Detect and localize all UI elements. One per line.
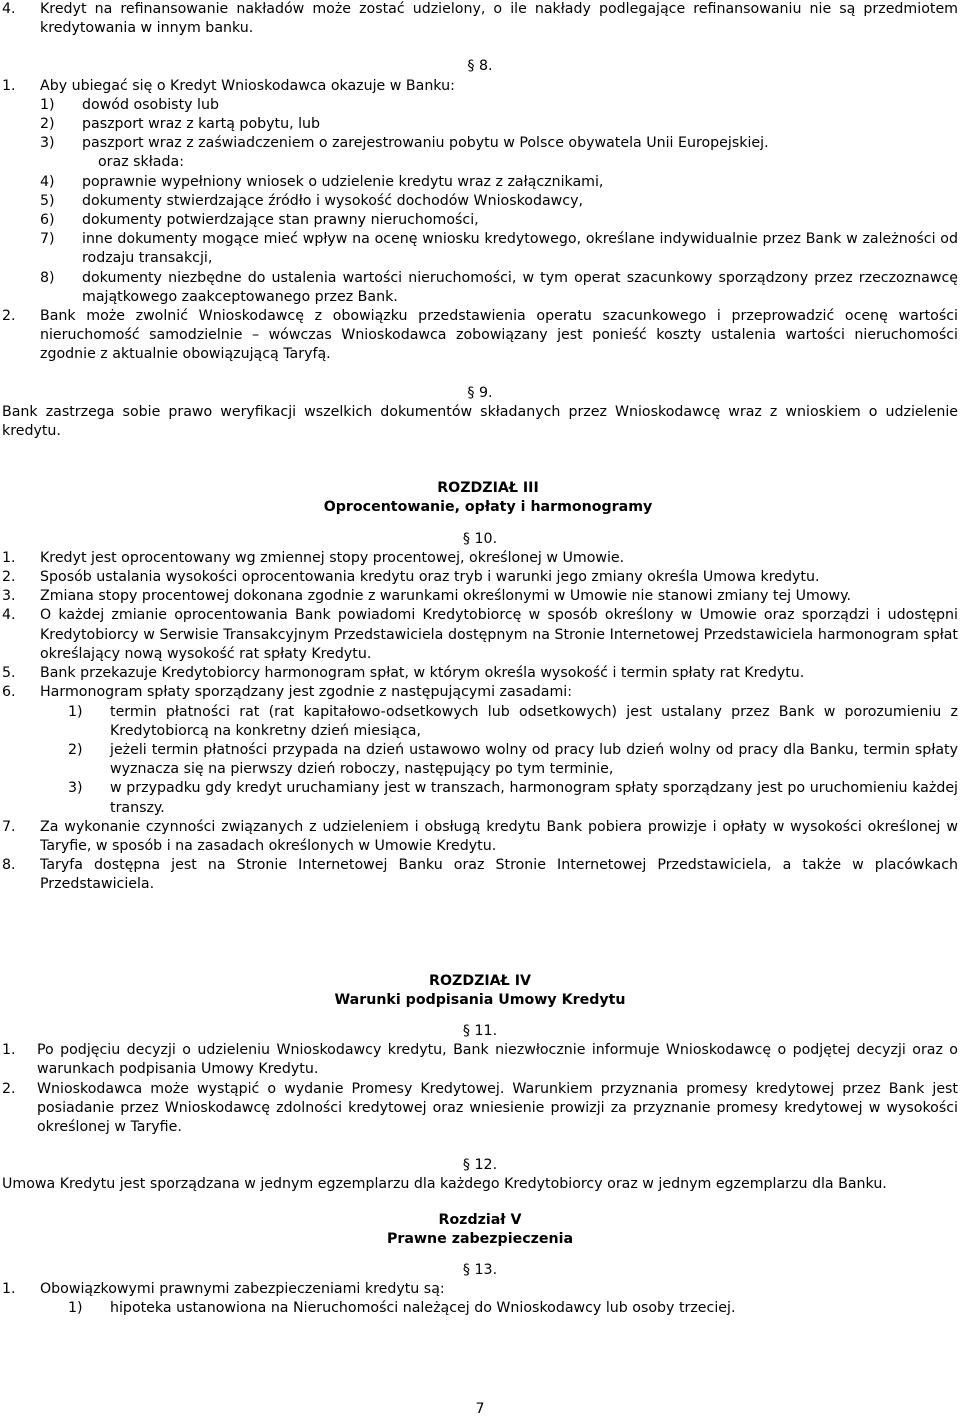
sub-list-item: 3) paszport wraz z zaświadczeniem o zarejestrowaniu pobytu w Polsce obywatela Unii Europejskiej. [40, 135, 769, 152]
list-item: 3. Zmiana stopy procentowej dokonana zgodnie z warunkami określonymi w Umowie nie stanowi zmiany tej Umowy. [2, 588, 852, 605]
sub-list-item: 6) dokumenty potwierdzające stan prawny nieruchomości, [40, 212, 479, 229]
chapter-title: Rozdział V [438, 1211, 522, 1228]
list-item [2, 307, 958, 365]
section-heading: § 9. [467, 384, 493, 401]
sub-list-item: 8) dokumenty niezbędne do ustalenia wartości nieruchomości, w tym operat szacunkowy sporządzony przez rzeczoznawcę majątkowego zaakceptowanego przez Bank. [40, 269, 958, 305]
sub-list-item: 1) dowód osobisty lub [40, 96, 219, 113]
list-item: 1. Obowiązkowymi prawnymi zabezpieczeniami kredytu są: [2, 1281, 445, 1298]
item-text: Bank może zwolnić Wnioskodawcę z obowiązku przedstawienia operatu szacunkowego i przeprowadzić ocenę wartości nieruchomość samodzielnie – wówczas Wnioskodawca zobowiązany jest ponieść koszty ustalenia wartości nieruchomości zgodnie z aktualnie obowiązującą Taryfą. [40, 308, 958, 363]
chapter-subtitle: Prawne zabezpieczenia [386, 1230, 574, 1247]
list-item: 7. Za wykonanie czynności związanych z udzieleniem i obsługą kredytu Bank pobiera prowizje i opłaty w wysokości określonej w Taryfie, w sposób i na zasadach określonych w Umowie Kredytu. [2, 818, 958, 854]
chapter-title: ROZDZIAŁ IV [429, 972, 531, 989]
page-number: 7 [475, 1401, 485, 1417]
chapter-subtitle: Oprocentowanie, opłaty i harmonogramy [323, 499, 653, 516]
item-text: Kredyt na refinansowanie nakładów może zostać udzielony, o ile nakłady podlegające refinansowaniu nie są przedmiotem kredytowania w innym banku. [40, 1, 958, 37]
list-item [2, 0, 958, 38]
list-item: 6. Harmonogram spłaty sporządzany jest zgodnie z następującymi zasadami: [2, 684, 573, 701]
item-number: 2. [2, 308, 16, 325]
section-heading: § 10. [462, 530, 498, 547]
oraz-text: oraz składa: [98, 154, 184, 171]
list-item: 1. Po podjęciu decyzji o udzieleniu Wnioskodawcy kredytu, Bank niezwłocznie informuje Wnioskodawcę o podjętej decyzji oraz o warunkach podpisania Umowy Kredytu. [2, 1042, 958, 1078]
section-heading: § 8. [467, 58, 493, 75]
sub-list-item: 7) inne dokumenty mogące mieć wpływ na ocenę wniosku kredytowego, określane indywidualnie przez Bank w zależności od rodzaju transakcji, [40, 231, 958, 267]
section-heading: § 13. [462, 1261, 498, 1278]
list-item: 2. Wnioskodawca może wystąpić o wydanie Promesy Kredytowej. Warunkiem przyznania promesy kredytowej przez Bank jest posiadanie przez Wnioskodawcę zdolności kredytowej oraz wniesienie prowizji za przyznanie promesy kredytowej w wysokości określonej w Taryfie. [2, 1080, 958, 1135]
item-number: 4. [2, 1, 16, 17]
sub-list-item: 5) dokumenty stwierdzające źródło i wysokość dochodów Wnioskodawcy, [40, 192, 583, 209]
list-item: 8. Taryfa dostępna jest na Stronie Internetowej Banku oraz Stronie Internetowej Przedstawiciela, a także w placówkach Przedstawiciela. [2, 857, 958, 893]
chapter-subtitle: Warunki podpisania Umowy Kredytu [334, 991, 626, 1008]
section-heading: § 12. [462, 1157, 498, 1174]
sub-list-item: 1) termin płatności rat (rat kapitałowo-odsetkowych lub odsetkowych) jest ustalany przez Bank w porozumieniu z Kredytobiorcą na konkretny dzień miesiąca, [68, 703, 958, 739]
sub-list-item: 1) hipoteka ustanowiona na Nieruchomości należącej do Wnioskodawcy lub osoby trzeciej. [68, 1300, 736, 1317]
list-item [2, 77, 958, 96]
chapter-title: ROZDZIAŁ III [437, 480, 539, 497]
sub-list-item: 3) w przypadku gdy kredyt uruchamiany jest w transzach, harmonogram spłaty sporządzany jest po uruchomieniu każdej transzy. [68, 780, 958, 816]
sub-list-item: 2) jeżeli termin płatności przypada na dzień ustawowo wolny od pracy lub dzień wolny od pracy dla Banku, termin spłaty wyznacza się na pierwszy dzień roboczy, następujący po tym terminie, [68, 741, 958, 778]
item-text: Aby ubiegać się o Kredyt Wnioskodawca okazuje w Banku: [40, 77, 455, 94]
list-item: 5. Bank przekazuje Kredytobiorcy harmonogram spłat, w którym określa wysokość i termin spłaty rat Kredytu. [2, 665, 805, 682]
paragraph: Bank zastrzega sobie prawo weryfikacji wszelkich dokumentów składanych przez Wnioskodawcę wraz z wnioskiem o udzielenie kredytu. [2, 403, 958, 440]
list-item: 1. Kredyt jest oprocentowany wg zmiennej stopy procentowej, określonej w Umowie. [2, 549, 625, 566]
list-item: 2. Sposób ustalania wysokości oprocentowania kredytu oraz tryb i warunki jego zmiany określa Umowa kredytu. [2, 569, 820, 586]
paragraph: Umowa Kredytu jest sporządzana w jednym egzemplarzu dla każdego Kredytobiorcy oraz w jednym egzemplarzu dla Banku. [2, 1176, 887, 1193]
item-number: 1. [2, 77, 16, 94]
section-heading: § 11. [462, 1022, 498, 1039]
list-item: 4. O każdej zmianie oprocentowania Bank powiadomi Kredytobiorcę w sposób określony w Umowie oraz sporządzi i udostępni Kredytobiorcy w Serwisie Transakcyjnym Przedstawiciela dostępnym na Stronie Internetowej Przedstawiciela harmonogram spłat określający nową wysokość rat spłaty Kredytu. [2, 607, 958, 662]
sub-list-item: 4) poprawnie wypełniony wniosek o udzielenie kredytu wraz z załącznikami, [40, 173, 604, 190]
sub-list-item: 2) paszport wraz z kartą pobytu, lub [40, 116, 321, 133]
